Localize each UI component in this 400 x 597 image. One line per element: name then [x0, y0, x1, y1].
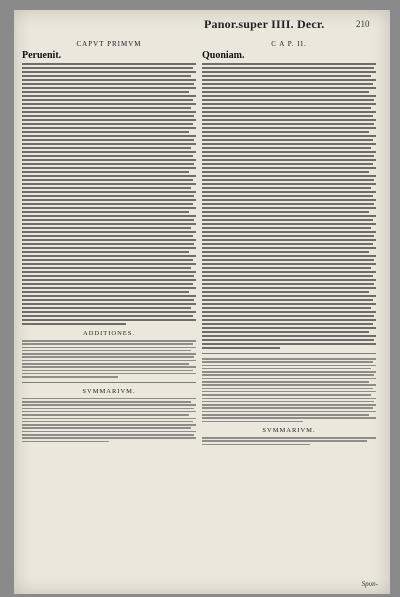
left-column	[22, 40, 196, 444]
right-divider	[202, 353, 376, 354]
left-summarium-heading: SVMMARIVM.	[82, 387, 136, 395]
running-title: Panor.super IIII. Decr.	[204, 17, 325, 31]
catchword: Spon-	[361, 580, 378, 588]
right-notes-text	[202, 358, 376, 422]
right-chapter-heading: C A P. II.	[271, 40, 307, 48]
left-additiones-text	[22, 340, 196, 378]
running-head	[14, 12, 390, 34]
left-chapter-heading: CAPVT PRIMVM	[76, 40, 142, 48]
left-main-text	[22, 63, 196, 325]
left-additiones-heading: ADDITIONES.	[83, 330, 135, 337]
right-column	[202, 40, 376, 447]
right-summarium-text	[202, 437, 376, 445]
left-divider	[22, 382, 196, 383]
left-incipit: Peruenit.	[22, 50, 62, 61]
folio-number: 210	[356, 19, 370, 29]
right-incipit: Quoniam.	[202, 50, 245, 61]
right-summarium-heading: SVMMARIVM.	[262, 427, 316, 435]
right-main-text	[202, 63, 376, 349]
book-page	[14, 10, 390, 594]
left-summarium-text	[22, 398, 196, 442]
